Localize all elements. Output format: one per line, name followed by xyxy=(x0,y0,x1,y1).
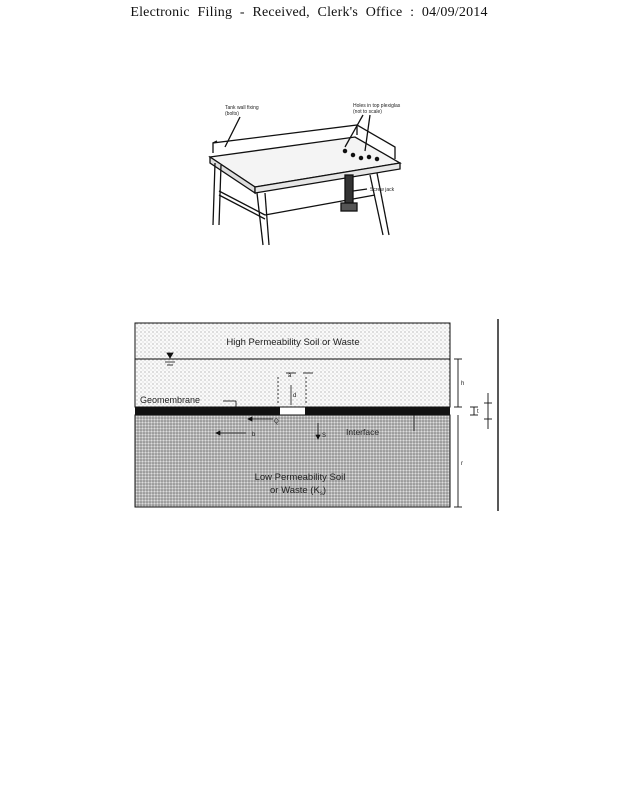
geomembrane-left xyxy=(135,407,280,415)
symbol-d: d xyxy=(293,393,297,399)
symbol-b: b xyxy=(252,432,256,438)
fig1-label-holes-2: (not to scale) xyxy=(353,109,382,115)
fig1-label-bolts-1: Tank wall fixing xyxy=(225,105,259,111)
geomembrane-right xyxy=(305,407,450,415)
tank-apparatus-figure xyxy=(195,95,425,255)
low-permeability-label-2: or Waste $(K_s)$ xyxy=(270,485,326,497)
symbol-s: S xyxy=(322,433,327,439)
symbol-q: Q xyxy=(274,419,279,425)
fig1-label-bolts-2: (bolts) xyxy=(225,111,239,117)
symbol-r: r xyxy=(461,461,463,467)
interface-label: Interface xyxy=(346,427,380,437)
symbol-t: t xyxy=(477,409,479,415)
high-permeability-label: High Permeability Soil or Waste xyxy=(226,337,360,348)
geomembrane-label: Geomembrane xyxy=(140,395,201,405)
symbol-a: a xyxy=(288,373,292,379)
symbol-h: h xyxy=(461,381,465,387)
low-permeability-label-1: Low Permeability Soil xyxy=(254,472,346,483)
fig1-label-screw-jack: Screw jack xyxy=(370,187,395,193)
geomembrane-section-figure xyxy=(128,315,508,515)
dimension-lines xyxy=(454,319,498,511)
fig1-label-holes-1: Holes in top plexiglas xyxy=(353,103,401,109)
filing-header: Electronic Filing - Received, Clerk's Office : 04/09/2014 xyxy=(130,5,488,20)
